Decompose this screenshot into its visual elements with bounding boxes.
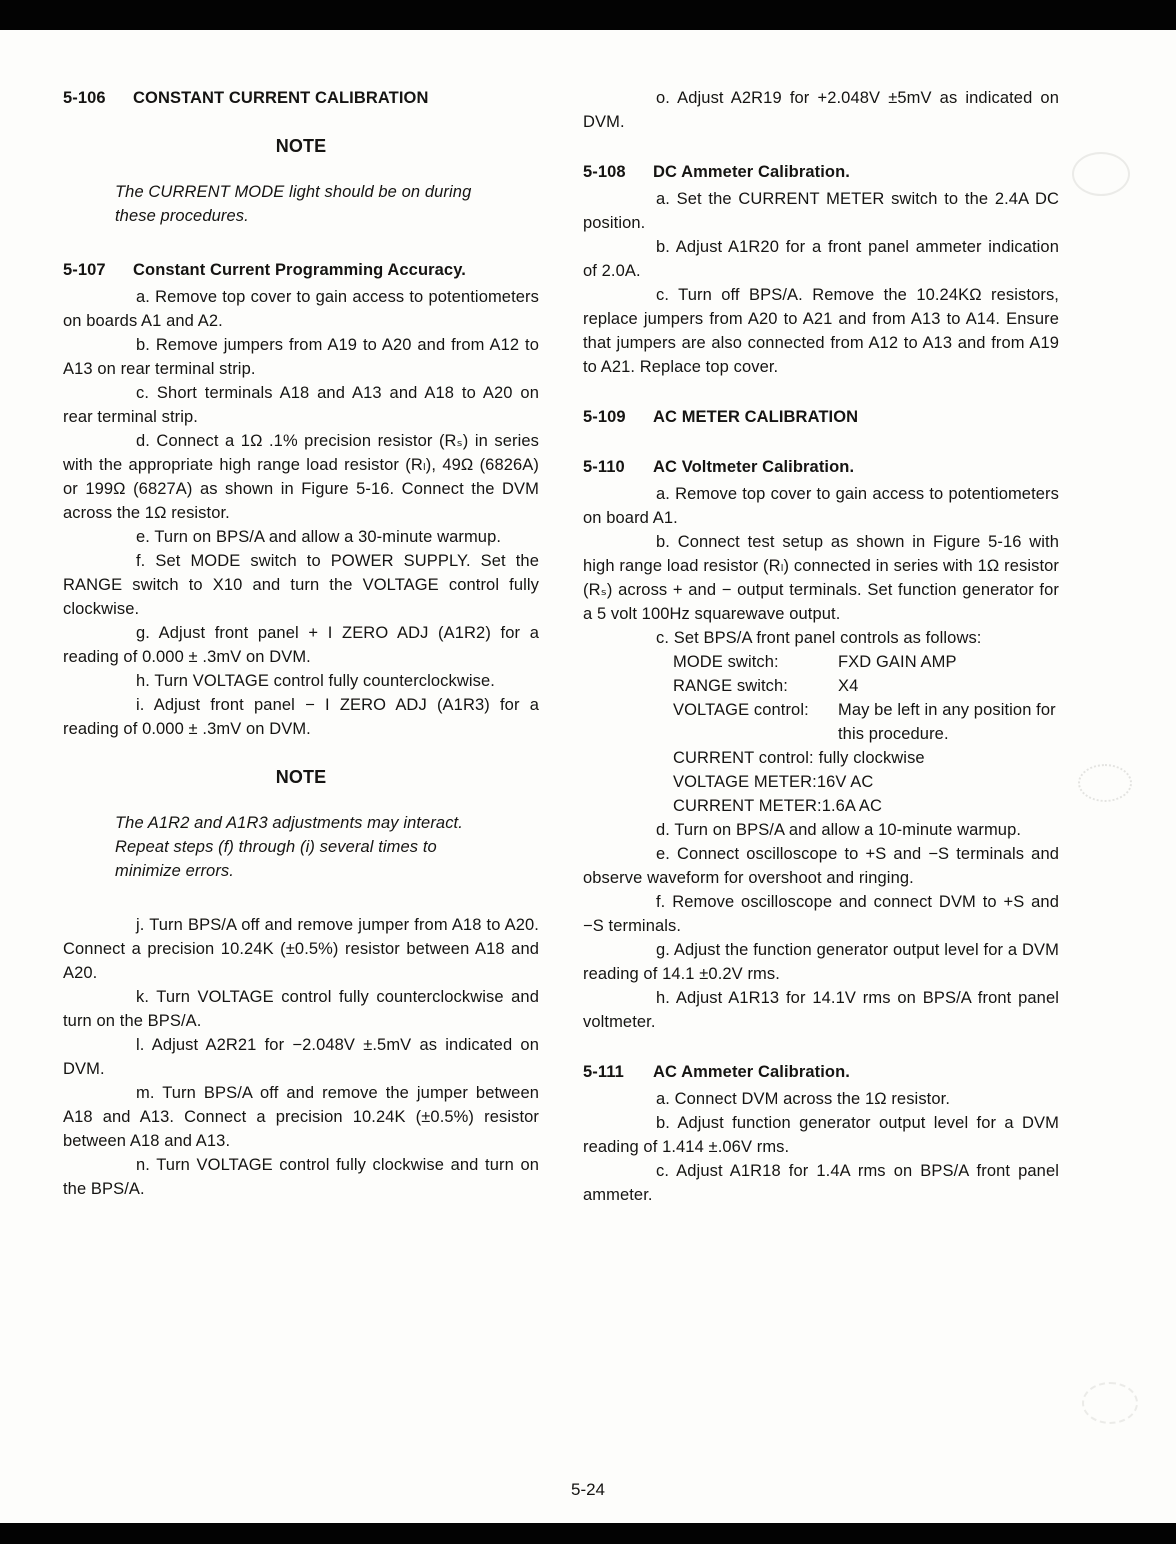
- control-setting-label: MODE switch:: [673, 653, 779, 671]
- scan-artifact: [1078, 764, 1132, 802]
- page-number: 5-24: [570, 1480, 606, 1499]
- procedure-step: f. Set MODE switch to POWER SUPPLY. Set the RANGE switch to X10 and turn the VOLTAGE control fully clockwise.: [63, 552, 539, 618]
- control-setting-value: 1.6A AC: [821, 797, 883, 815]
- note-text: The CURRENT MODE light should be on during these procedures.: [115, 183, 472, 225]
- procedure-step: a. Connect DVM across the 1Ω resistor.: [656, 1090, 950, 1108]
- procedure-step: c. Turn off BPS/A. Remove the 10.24KΩ resistors, replace jumpers from A20 to A21 and from A13 to A14. Ensure that jumpers are also connected from A12 to A13 and from A19 to A21. Replace top cover.: [583, 286, 1059, 376]
- procedure-step: k. Turn VOLTAGE control fully counterclockwise and turn on the BPS/A.: [63, 988, 539, 1030]
- control-setting-row: [673, 674, 1059, 698]
- procedure-step: b. Adjust A1R20 for a front panel ammeter indication of 2.0A.: [583, 238, 1059, 280]
- left-column: [63, 86, 539, 1207]
- section-heading: [63, 258, 539, 282]
- right-column: [583, 86, 1059, 1207]
- scan-bar-top: [0, 0, 1176, 30]
- procedure-step: l. Adjust A2R21 for −2.048V ±.5mV as indicated on DVM.: [63, 1036, 539, 1078]
- control-setting-value: FXD GAIN AMP: [838, 653, 957, 671]
- procedure-step: a. Set the CURRENT METER switch to the 2.4A DC position.: [583, 190, 1059, 232]
- note-heading: NOTE: [275, 136, 327, 156]
- procedure-step: e. Turn on BPS/A and allow a 30-minute warmup.: [136, 528, 502, 546]
- section-number: 5-107: [63, 261, 106, 279]
- note-text: The A1R2 and A1R3 adjustments may interact. Repeat steps (f) through (i) several times to minimize errors.: [115, 814, 463, 880]
- procedure-step: g. Adjust the function generator output level for a DVM reading of 14.1 ±0.2V rms.: [583, 941, 1059, 983]
- section-heading: [583, 1060, 1059, 1084]
- section-title: AC Ammeter Calibration.: [653, 1063, 850, 1081]
- procedure-step: b. Connect test setup as shown in Figure 5-16 with high range load resistor (Rₗ) connected in series with 1Ω resistor (Rₛ) across + and − output terminals. Set function generator for a 5 volt 100Hz squarewave output.: [583, 533, 1059, 623]
- control-setting-label: VOLTAGE METER:: [673, 773, 817, 791]
- procedure-step: d. Connect a 1Ω .1% precision resistor (Rₛ) in series with the appropriate high range load resistor (Rₗ), 49Ω (6826A) or 199Ω (6827A) as shown in Figure 5-16. Connect the DVM across the 1Ω resistor.: [63, 432, 539, 522]
- control-setting-label: VOLTAGE control:: [673, 701, 809, 719]
- section-heading: [583, 160, 1059, 184]
- section-title: DC Ammeter Calibration.: [653, 163, 850, 181]
- control-setting-label: RANGE switch:: [673, 677, 788, 695]
- control-setting-row: [673, 770, 1059, 794]
- section-number: 5-108: [583, 163, 626, 181]
- page-content: [63, 86, 1059, 1207]
- procedure-step: i. Adjust front panel − I ZERO ADJ (A1R3) for a reading of 0.000 ± .3mV on DVM.: [63, 696, 539, 738]
- section-heading: [583, 455, 1059, 479]
- procedure-step: h. Adjust A1R13 for 14.1V rms on BPS/A front panel voltmeter.: [583, 989, 1059, 1031]
- procedure-step: c. Short terminals A18 and A13 and A18 to A20 on rear terminal strip.: [63, 384, 539, 426]
- control-setting-value: X4: [838, 677, 859, 695]
- procedure-step: d. Turn on BPS/A and allow a 10-minute warmup.: [656, 821, 1022, 839]
- note-heading: NOTE: [275, 767, 327, 787]
- procedure-step: c. Set BPS/A front panel controls as follows:: [656, 629, 982, 647]
- procedure-step: h. Turn VOLTAGE control fully counterclockwise.: [136, 672, 495, 690]
- control-setting-row: [673, 698, 1059, 746]
- scan-bar-bottom: [0, 1523, 1176, 1544]
- section-number: 5-111: [583, 1063, 624, 1081]
- section-heading: [63, 86, 539, 110]
- procedure-step: a. Remove top cover to gain access to potentiometers on board A1.: [583, 485, 1059, 527]
- section-title: AC Voltmeter Calibration.: [653, 458, 855, 476]
- procedure-step: b. Adjust function generator output level for a DVM reading of 1.414 ±.06V rms.: [583, 1114, 1059, 1156]
- section-number: 5-106: [63, 89, 106, 107]
- section-number: 5-110: [583, 458, 625, 476]
- section-title: CONSTANT CURRENT CALIBRATION: [133, 89, 429, 107]
- scan-artifact: [1082, 1382, 1138, 1424]
- control-setting-row: [673, 746, 1059, 770]
- procedure-step: c. Adjust A1R18 for 1.4A rms on BPS/A front panel ammeter.: [583, 1162, 1059, 1204]
- procedure-step: j. Turn BPS/A off and remove jumper from A18 to A20. Connect a precision 10.24K (±0.5%) resistor between A18 and A20.: [63, 916, 539, 982]
- scan-artifact: [1072, 152, 1130, 196]
- section-number: 5-109: [583, 408, 626, 426]
- control-setting-row: [673, 794, 1059, 818]
- section-title: Constant Current Programming Accuracy.: [133, 261, 466, 279]
- procedure-step: n. Turn VOLTAGE control fully clockwise and turn on the BPS/A.: [63, 1156, 539, 1198]
- procedure-step: o. Adjust A2R19 for +2.048V ±5mV as indicated on DVM.: [583, 89, 1059, 131]
- procedure-step: m. Turn BPS/A off and remove the jumper between A18 and A13. Connect a precision 10.24K (±0.5%) resistor between A18 and A13.: [63, 1084, 539, 1150]
- procedure-step: a. Remove top cover to gain access to potentiometers on boards A1 and A2.: [63, 288, 539, 330]
- control-setting-value: fully clockwise: [818, 749, 925, 767]
- control-setting-label: CURRENT control:: [673, 749, 814, 767]
- section-title: AC METER CALIBRATION: [653, 408, 859, 426]
- section-heading: [583, 405, 1059, 429]
- control-setting-label: CURRENT METER:: [673, 797, 822, 815]
- control-setting-row: [673, 650, 1059, 674]
- procedure-step: e. Connect oscilloscope to +S and −S terminals and observe waveform for overshoot and ringing.: [583, 845, 1059, 887]
- procedure-step: g. Adjust front panel + I ZERO ADJ (A1R2) for a reading of 0.000 ± .3mV on DVM.: [63, 624, 539, 666]
- control-setting-value: 16V AC: [816, 773, 874, 791]
- procedure-step: b. Remove jumpers from A19 to A20 and from A12 to A13 on rear terminal strip.: [63, 336, 539, 378]
- procedure-step: f. Remove oscilloscope and connect DVM to +S and −S terminals.: [583, 893, 1059, 935]
- control-setting-value: May be left in any position for this procedure.: [838, 701, 1056, 743]
